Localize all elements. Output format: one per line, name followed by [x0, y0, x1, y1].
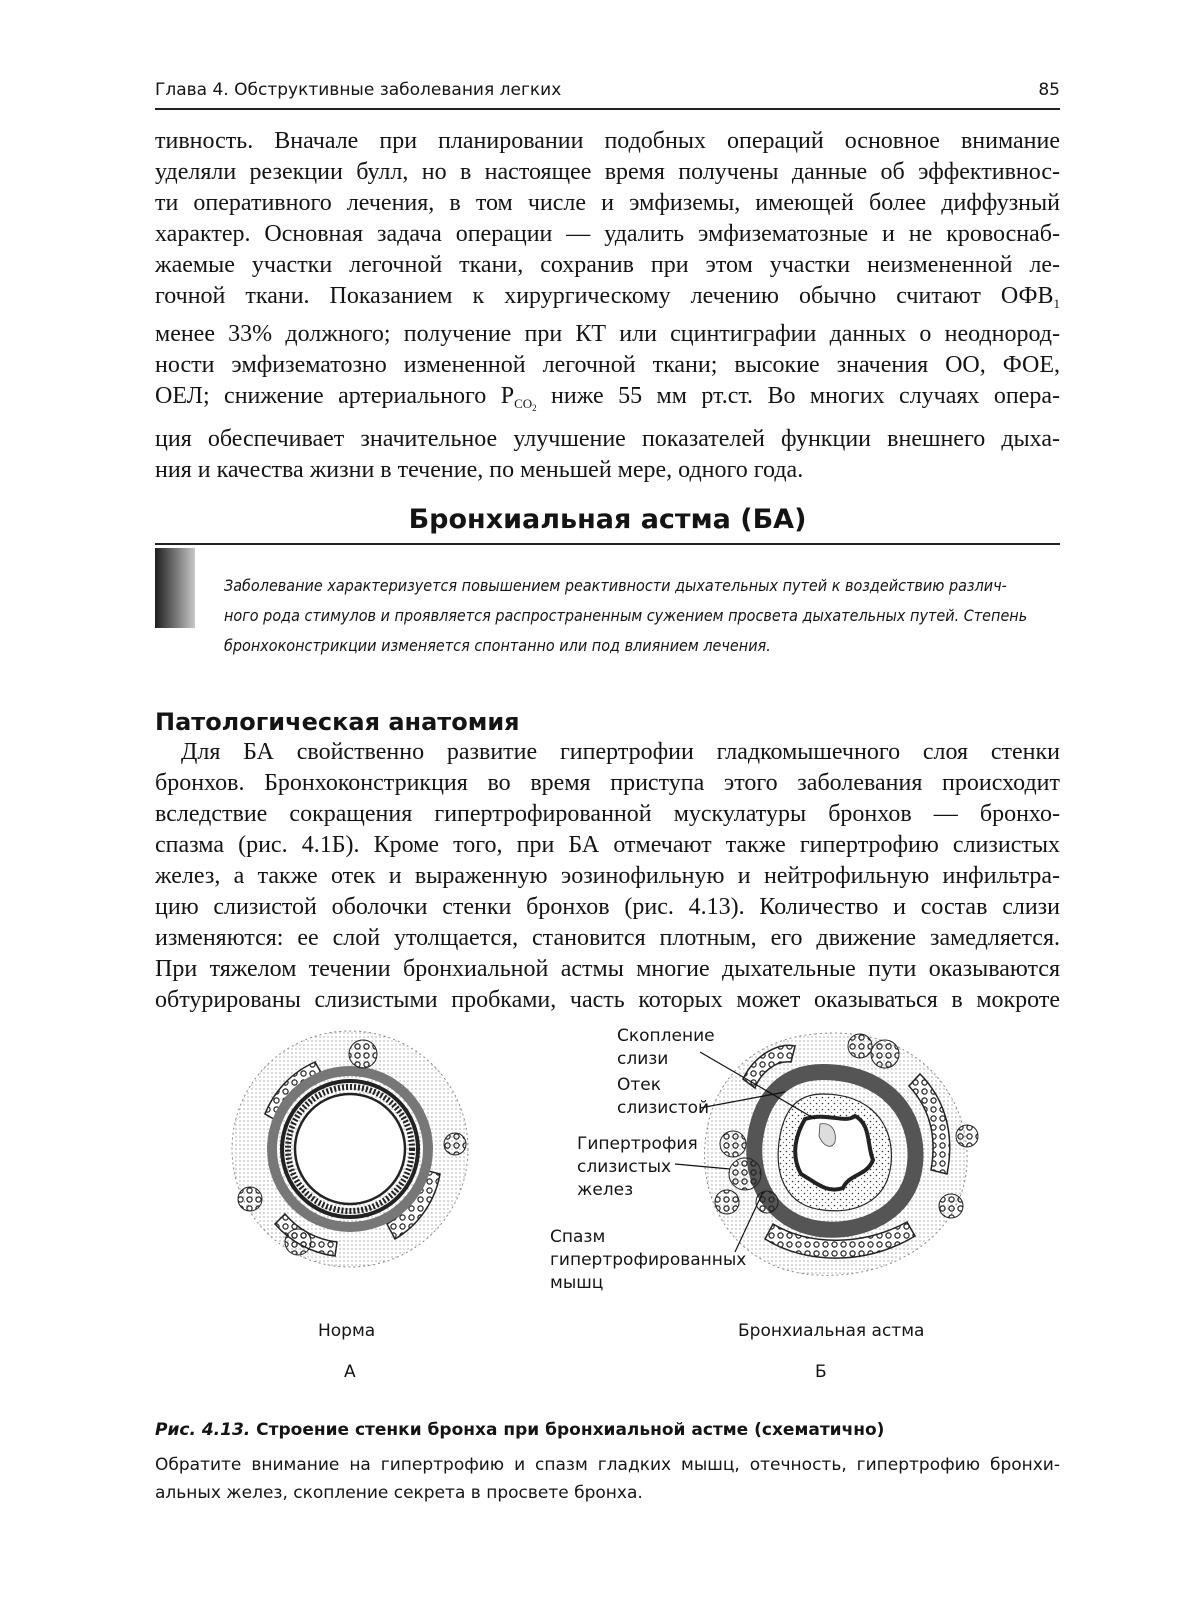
text-line: ности эмфизематозно измененной легочной ткани; высокие значения ОО, ФОЕ, — [155, 352, 1060, 378]
chapter-title: Глава 4. Обструктивные заболевания легких — [155, 80, 562, 100]
text-line: менее 33% должного; получение при КТ или сцинтиграфии данных о неоднород- — [155, 321, 1060, 347]
definition-box — [224, 571, 1028, 661]
figure-bronchus — [155, 1024, 1060, 1404]
normal-bronchus-cross-section — [232, 1031, 468, 1267]
pathology-paragraph — [155, 737, 1060, 1016]
figure-number: Рис. 4.13. — [155, 1420, 251, 1440]
text-line-with-subscript — [155, 281, 1060, 319]
text-line: ция обеспечивает значительное улучшение показателей функции внешнего дыха- — [155, 426, 1060, 452]
asthma-bronchus-cross-section — [675, 1033, 978, 1275]
text-fragment: ОЕЛ; снижение артериального P — [155, 383, 515, 409]
definition-marker-bar — [155, 548, 195, 628]
label-spasm-line3: мышц — [550, 1273, 604, 1293]
label-spasm-line1: Спазм — [550, 1227, 606, 1247]
section-rule — [155, 543, 1060, 545]
pco2-sub-sub: 2 — [532, 403, 537, 413]
intro-paragraph — [155, 126, 1060, 486]
panel-a-letter: А — [344, 1362, 356, 1382]
page-number: 85 — [1038, 80, 1060, 100]
definition-line: бронхоконстрикции изменяется спонтанно или под влиянием лечения. — [224, 636, 771, 655]
bronchus-illustration — [155, 1024, 1060, 1404]
label-edema-line1: Отек — [617, 1075, 662, 1095]
figure-caption-text — [155, 1451, 1060, 1507]
text-line: При тяжелом течении бронхиальной астмы многие дыхательные пути оказываются — [155, 956, 1060, 982]
text-fragment: ниже 55 мм рт.ст. Во многих случаях опера- — [536, 383, 1060, 409]
definition-line: ного рода стимулов и проявляется распространенным сужением просвета дыхательных путей. Степень — [224, 606, 1028, 625]
text-line: спазма (рис. 4.1Б). Кроме того, при БА отмечают также гипертрофию слизистых — [155, 832, 1060, 858]
text-line: жаемые участки легочной ткани, сохранив при этом участки неизмененной ле- — [155, 252, 1060, 278]
text-fragment: гочной ткани. Показанием к хирургическому лечению обычно считают ОФВ — [155, 283, 1054, 309]
caption-line: альных желез, скопление секрета в просвете бронха. — [155, 1483, 643, 1503]
label-mucus-line2: слизи — [617, 1049, 669, 1069]
text-line: цию слизистой оболочки стенки бронхов (рис. 4.13). Количество и состав слизи — [155, 894, 1060, 920]
text-line: обтурированы слизистыми пробками, часть которых может оказываться в мокроте — [155, 987, 1060, 1013]
ofv-subscript: 1 — [1053, 296, 1060, 311]
text-line: ти оперативного лечения, в том числе и эмфиземы, имеющей более диффузный — [155, 190, 1060, 216]
subsection-title: Патологическая анатомия — [155, 708, 520, 736]
text-line: желез, а также отек и выраженную эозинофильную и нейтрофильную инфильтра- — [155, 863, 1060, 889]
figure-caption-title — [155, 1420, 884, 1440]
panel-b-letter: Б — [815, 1362, 827, 1382]
label-glands-line2: слизистых — [577, 1157, 672, 1177]
label-glands-line1: Гипертрофия — [577, 1134, 698, 1154]
text-line-with-subscript — [155, 381, 1060, 424]
pco2-sub-text: CO — [514, 396, 533, 411]
label-glands-line3: желез — [577, 1180, 634, 1200]
label-edema-line2: слизистой — [617, 1098, 710, 1118]
definition-line: Заболевание характеризуется повышением реактивности дыхательных путей к воздействию различ- — [224, 576, 1007, 595]
section-title: Бронхиальная астма (БА) — [408, 504, 807, 535]
label-mucus-line1: Скопление — [617, 1026, 715, 1046]
running-header — [155, 78, 1060, 110]
label-spasm-line2: гипертрофированных — [550, 1250, 747, 1270]
text-line: ния и качества жизни в течение, по меньшей мере, одного года. — [155, 457, 804, 483]
text-line: характер. Основная задача операции — удалить эмфизематозные и не кровоснаб- — [155, 221, 1060, 247]
panel-a-title: Норма — [318, 1321, 376, 1341]
text-line: бронхов. Бронхоконстрикция во время приступа этого заболевания происходит — [155, 770, 1060, 796]
pco2-subscript — [514, 396, 537, 411]
figure-caption-heading: Строение стенки бронха при бронхиальной астме (схематично) — [250, 1420, 885, 1440]
panel-b-title: Бронхиальная астма — [738, 1321, 925, 1341]
text-line: изменяются: ее слой утолщается, становится плотным, его движение замедляется. — [155, 925, 1060, 951]
text-line: тивность. Вначале при планировании подобных операций основное внимание — [155, 128, 1060, 154]
text-line: вследствие сокращения гипертрофированной мускулатуры бронхов — бронхо- — [155, 801, 1060, 827]
text-line: уделяли резекции булл, но в настоящее время получены данные об эффективнос- — [155, 159, 1060, 185]
caption-line: Обратите внимание на гипертрофию и спазм гладких мышц, отечность, гипертрофию бронхи- — [155, 1455, 1060, 1475]
text-line: Для БА свойственно развитие гипертрофии гладкомышечного слоя стенки — [181, 739, 1060, 765]
